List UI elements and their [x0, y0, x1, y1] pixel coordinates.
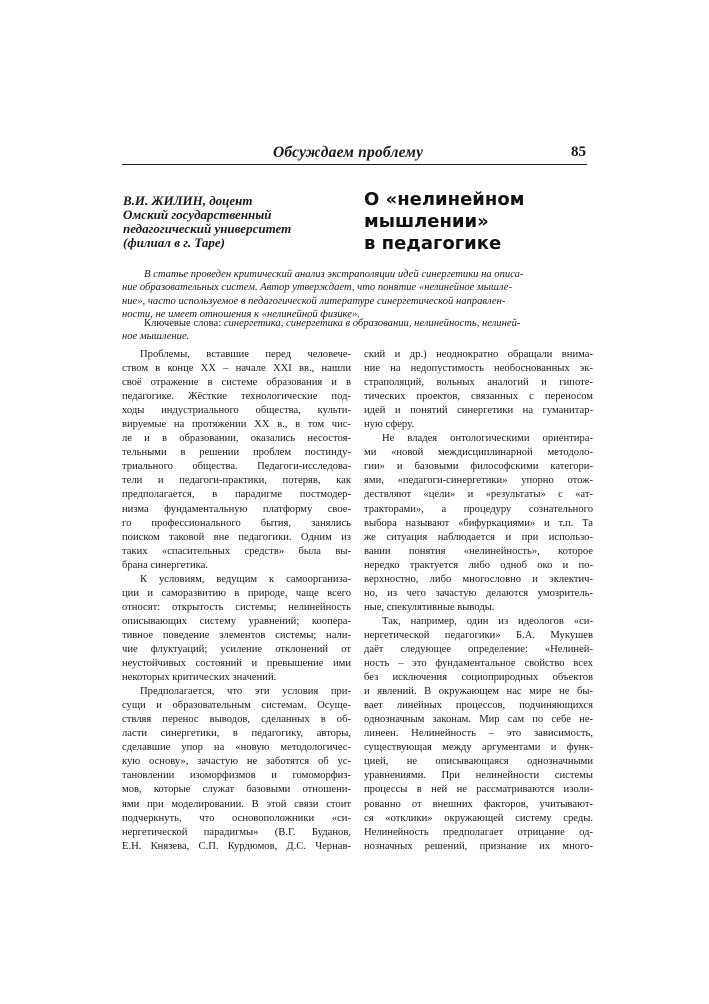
body-line: вает линейных процессов, подчиняющихся	[364, 700, 593, 712]
author-block	[123, 194, 353, 250]
body-line: тели и педагоги-практики, потеряв, как	[122, 475, 351, 487]
running-header-section: Обсуждаем проблему	[273, 144, 424, 161]
body-line: гии» и базовыми философскими категори-	[364, 461, 593, 473]
body-line: верхностно, либо многословно и эклектич-	[364, 573, 593, 585]
body-line: К условиям, ведущим к самоорганиза-	[140, 573, 351, 585]
body-line: Предполагается, что эти условия при-	[140, 686, 351, 698]
body-line: без исключения социоприродных объектов	[364, 672, 593, 684]
body-line: мов, которые служат базовыми отношени-	[122, 784, 351, 796]
body-line: Е.Н. Князева, С.П. Курдюмов, Д.С. Чернав-	[122, 840, 351, 852]
abstract-line: ние», часто используемое в педагогической литературе синергетической направлен-	[122, 295, 506, 307]
body-line: процессы в ней не рассматриваются изоли-	[364, 784, 593, 796]
keywords-line	[122, 317, 587, 330]
title-line: в педагогике	[364, 233, 502, 254]
title-line: мышлении»	[364, 211, 489, 232]
abstract-line: ности, не имеет отношения к «нелинейной физике».	[122, 309, 360, 321]
keywords-terms: синергетика, синергетика в образовании, нелинейность, нелиней-	[223, 318, 521, 329]
keywords-label: Ключевые слова:	[144, 318, 224, 329]
body-line: Нелинейность предполагает отрицание од-	[364, 826, 593, 838]
body-line: тракторами», а процедуру сознательного	[364, 503, 593, 515]
body-line: ции и саморазвитию в природе, чаще всего	[122, 587, 351, 599]
body-line: Проблемы, вставшие перед человече-	[140, 349, 351, 360]
body-line: низма фундаментальную платформу свое-	[122, 503, 351, 515]
body-line: поиском таковой вне педагогики. Одним из	[122, 531, 351, 543]
body-line: ние на недопустимость необоснованных эк-	[364, 363, 593, 375]
body-line: тивное поведение элементов системы; нали-	[122, 629, 351, 641]
abstract-line: В статье проведен критический анализ экстраполяции идей синергетики на описа-	[144, 269, 524, 280]
body-line: ласти синергетики, в педагогику, авторы,	[122, 728, 351, 740]
body-line: и явлений. В окружающем нас мире не бы-	[364, 686, 593, 698]
article-title	[364, 189, 524, 255]
body-line: сделавшие упор на «новую методологичес-	[122, 742, 351, 754]
header-rule	[122, 164, 587, 165]
body-line: однозначным законам. Мир сам по себе не-	[364, 714, 593, 726]
body-line: ями при моделировании. В этой связи стоит	[122, 798, 351, 810]
keywords-terms: ное мышление.	[122, 331, 190, 343]
body-line: но, из чего зачастую делаются умозритель-	[364, 587, 593, 599]
body-line: тических проектов, связанных с переносом	[364, 391, 593, 403]
body-line: нередко трактуется либо одноб око и по-	[364, 559, 593, 571]
body-line: вании понятия «нелинейность», которое	[364, 545, 593, 557]
body-line: сущи и образовательным системам. Осуще-	[122, 700, 351, 712]
body-line: кую основу», зачастую не заботятся об ус-	[122, 756, 351, 768]
body-line: нергетической парадигмы» (В.Г. Буданов,	[122, 826, 351, 838]
body-line: Не владея онтологическими ориентира-	[382, 433, 593, 445]
title-line: О «нелинейном	[364, 189, 525, 210]
body-line: ную сферу.	[364, 419, 414, 431]
body-line: ями, «педагоги-синергетики» упорно отож-	[364, 475, 593, 487]
body-line: дествляют «цели» и «результаты» с «ат-	[364, 489, 593, 501]
body-column-right	[364, 348, 593, 854]
body-line: описывающих систему уравнений; коопера-	[122, 615, 351, 627]
body-line: педагогике. Жёсткие технологические под-	[122, 391, 351, 403]
body-line: чие флуктуаций; усиление отклонений от	[122, 643, 351, 655]
body-line: выбора называют «бифуркациями» и т.п. Та	[364, 517, 593, 529]
body-line: вируемые на протяжении XX в., в том чис-	[122, 419, 351, 431]
body-line: тельными в решении проблем постинду-	[122, 447, 351, 459]
body-line: брана синергетика.	[122, 559, 208, 571]
keywords	[122, 317, 587, 344]
body-line: относят: открытость системы; нелинейность	[122, 601, 351, 613]
body-line: ные, спекулятивные выводы.	[364, 601, 495, 613]
body-line: нозначных решений, признание их много-	[364, 840, 593, 852]
body-line: идей и понятий синергетики на гуманитар-	[364, 405, 593, 417]
body-line: ле и в образовании, оказались несостоя-	[122, 433, 351, 445]
body-line: триального общества. Педагоги-исследова-	[122, 461, 351, 473]
body-line: ствляя перенос выводов, сделанных в об-	[122, 714, 351, 726]
body-line: ством в конце XX – начале XXI вв., нашли	[122, 363, 351, 375]
body-line: таких «спасительных средств» была вы-	[122, 545, 351, 557]
body-line: же ситуация наблюдается и при использо-	[364, 531, 593, 543]
body-line: линеен. Нелинейность – это зависимость,	[364, 728, 593, 740]
body-line: нергетической педагогики» Б.А. Мукушев	[364, 629, 593, 641]
keywords-line	[122, 330, 587, 343]
body-line: рованно от внешних факторов, учитывают-	[364, 798, 593, 810]
body-line: существующая между аргументами и функ-	[364, 742, 593, 754]
body-line: подчеркнуть, что основоположники «си-	[122, 812, 351, 824]
body-line: го профессионального бытия, занялись	[122, 517, 351, 529]
author-affiliation-line: педагогический университет	[123, 221, 292, 236]
body-line: тановлении изоморфизмов и гомоморфиз-	[122, 770, 351, 782]
body-line: цией, не описывающаяся однозначными	[364, 756, 593, 768]
body-line: предполагается, в парадигме постмодер-	[122, 489, 351, 501]
body-line: Так, например, один из идеологов «си-	[382, 615, 593, 627]
body-line: ходы индустриального общества, культи-	[122, 405, 351, 417]
page-number: 85	[571, 144, 586, 160]
author-name: В.И. ЖИЛИН, доцент	[123, 193, 253, 208]
body-line: даёт следующее определение: «Нелиней-	[364, 643, 593, 655]
body-line: ский и др.) неоднократно обращали внима-	[364, 349, 593, 360]
body-column-left	[122, 348, 351, 854]
author-affiliation-line: Омский государственный	[123, 207, 272, 222]
body-line: неустойчивых состояний и превышение ими	[122, 658, 351, 670]
abstract	[122, 268, 587, 322]
body-line: ми «новой междисциплинарной методоло-	[364, 447, 593, 459]
body-line: ность – это фундаментальное свойство всех	[364, 658, 593, 670]
body-line: некоторых критических значений.	[122, 672, 277, 684]
body-line: ся «отклики» окружающей систему среды.	[364, 812, 593, 824]
body-line: страполяций, вольных аналогий и гипоте-	[364, 377, 593, 389]
abstract-line: ние образовательных систем. Автор утверждает, что понятие «нелинейное мышле-	[122, 282, 513, 294]
author-affiliation-line: (филиал в г. Таре)	[123, 235, 225, 250]
body-line: своё отражение в системе образования и в	[122, 377, 351, 389]
body-line: уравнениями. При нелинейности системы	[364, 770, 593, 782]
